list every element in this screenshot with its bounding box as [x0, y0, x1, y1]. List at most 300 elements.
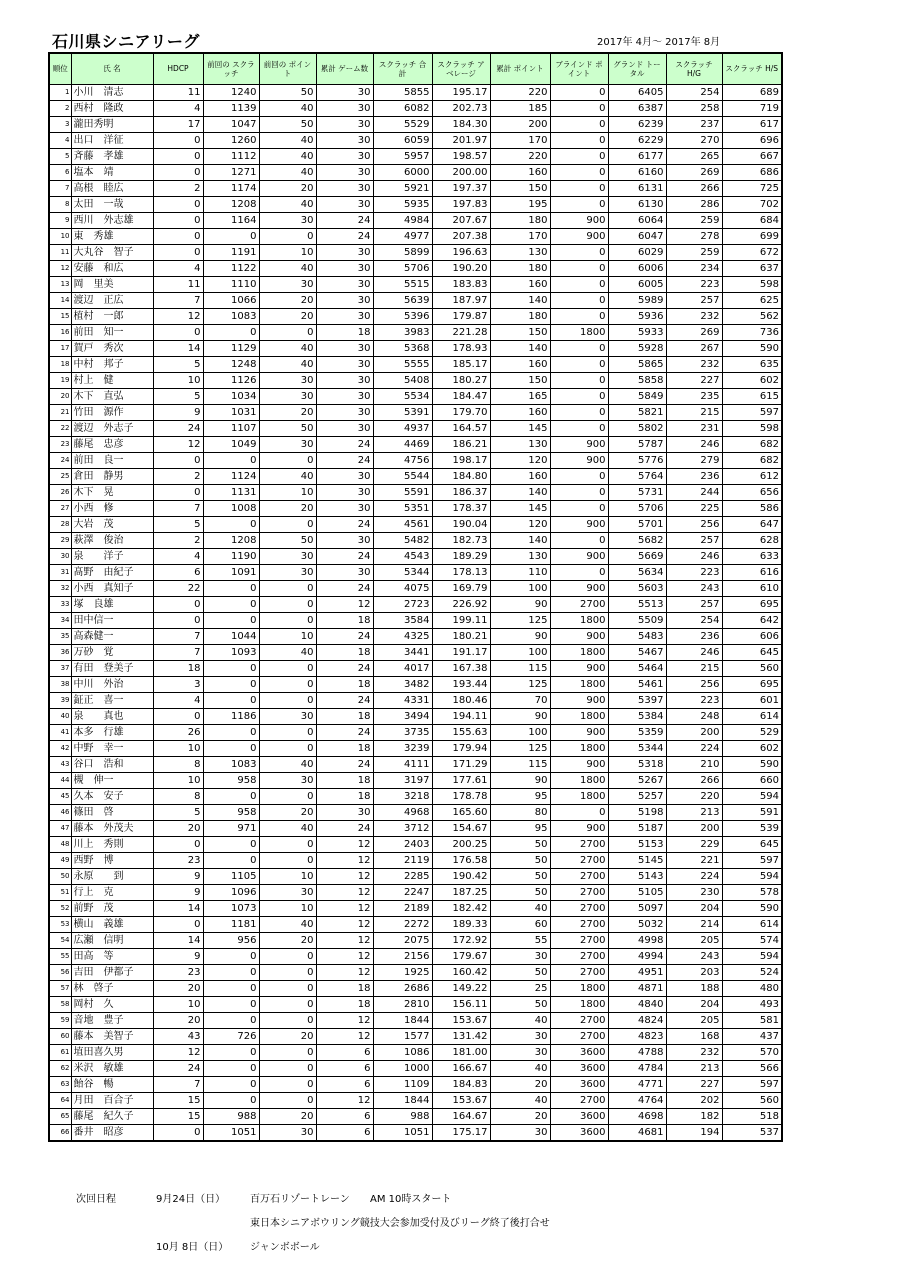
cell-prev-points: 0 [259, 660, 316, 676]
cell-rank: 8 [49, 196, 71, 212]
cell-prev-scratch: 1034 [203, 388, 259, 404]
cell-games: 30 [316, 148, 373, 164]
cell-games: 18 [316, 996, 373, 1012]
cell-games: 30 [316, 372, 373, 388]
cell-games: 24 [316, 548, 373, 564]
cell-scratch-average: 176.58 [432, 852, 490, 868]
cell-grand-total: 4764 [608, 1092, 666, 1108]
cell-high-series: 736 [722, 324, 782, 340]
cell-scratch-total: 3441 [373, 644, 432, 660]
cell-rank: 65 [49, 1108, 71, 1124]
cell-grand-total: 6387 [608, 100, 666, 116]
cell-scratch-total: 1577 [373, 1028, 432, 1044]
cell-scratch-total: 5529 [373, 116, 432, 132]
cell-grand-total: 6160 [608, 164, 666, 180]
cell-total-points: 125 [490, 676, 550, 692]
table-row [49, 628, 782, 644]
table-row [49, 196, 782, 212]
cell-hdcp: 6 [153, 564, 203, 580]
cell-scratch-total: 1051 [373, 1124, 432, 1141]
cell-total-points: 50 [490, 964, 550, 980]
cell-high-series: 570 [722, 1044, 782, 1060]
cell-high-series: 560 [722, 660, 782, 676]
cell-rank: 34 [49, 612, 71, 628]
cell-name: 高根 睦広 [71, 180, 153, 196]
table-row [49, 468, 782, 484]
cell-high-game: 214 [666, 916, 722, 932]
cell-scratch-average: 166.67 [432, 1060, 490, 1076]
table-row [49, 740, 782, 756]
cell-scratch-total: 2723 [373, 596, 432, 612]
cell-hdcp: 0 [153, 708, 203, 724]
table-row [49, 1108, 782, 1124]
cell-hdcp: 11 [153, 84, 203, 100]
cell-high-series: 437 [722, 1028, 782, 1044]
cell-hdcp: 3 [153, 676, 203, 692]
table-row [49, 836, 782, 852]
cell-blind-points: 0 [550, 148, 608, 164]
cell-scratch-average: 196.63 [432, 244, 490, 260]
cell-high-series: 667 [722, 148, 782, 164]
cell-prev-points: 40 [259, 132, 316, 148]
table-row [49, 420, 782, 436]
cell-hdcp: 23 [153, 964, 203, 980]
cell-scratch-total: 4756 [373, 452, 432, 468]
table-header-row [49, 53, 782, 84]
cell-high-series: 529 [722, 724, 782, 740]
cell-scratch-total: 5368 [373, 340, 432, 356]
cell-prev-points: 40 [259, 468, 316, 484]
cell-high-game: 257 [666, 532, 722, 548]
cell-grand-total: 5153 [608, 836, 666, 852]
cell-high-series: 645 [722, 644, 782, 660]
cell-total-points: 140 [490, 340, 550, 356]
cell-high-series: 695 [722, 676, 782, 692]
cell-high-game: 254 [666, 84, 722, 100]
cell-games: 6 [316, 1060, 373, 1076]
cell-games: 30 [316, 484, 373, 500]
cell-prev-points: 30 [259, 276, 316, 292]
cell-prev-points: 20 [259, 1028, 316, 1044]
cell-high-series: 615 [722, 388, 782, 404]
cell-name: 渡辺 外志子 [71, 420, 153, 436]
cell-scratch-total: 2285 [373, 868, 432, 884]
cell-name: 萩澤 俊治 [71, 532, 153, 548]
cell-scratch-average: 202.73 [432, 100, 490, 116]
cell-scratch-total: 3584 [373, 612, 432, 628]
cell-high-game: 204 [666, 900, 722, 916]
col-header-high-series: スクラッチ H/S [722, 53, 782, 84]
cell-games: 30 [316, 196, 373, 212]
cell-prev-points: 0 [259, 980, 316, 996]
col-header-prev-scratch: 前回の スクラッチ [203, 53, 259, 84]
cell-rank: 24 [49, 452, 71, 468]
cell-high-series: 647 [722, 516, 782, 532]
cell-total-points: 180 [490, 260, 550, 276]
cell-games: 24 [316, 756, 373, 772]
cell-blind-points: 0 [550, 468, 608, 484]
cell-grand-total: 4698 [608, 1108, 666, 1124]
cell-scratch-average: 178.78 [432, 788, 490, 804]
cell-hdcp: 4 [153, 260, 203, 276]
cell-scratch-average: 191.17 [432, 644, 490, 660]
cell-prev-scratch: 1112 [203, 148, 259, 164]
cell-high-game: 203 [666, 964, 722, 980]
table-row [49, 580, 782, 596]
cell-total-points: 40 [490, 1092, 550, 1108]
cell-games: 30 [316, 532, 373, 548]
cell-blind-points: 1800 [550, 708, 608, 724]
cell-prev-points: 20 [259, 292, 316, 308]
table-row [49, 964, 782, 980]
cell-high-series: 493 [722, 996, 782, 1012]
schedule-date-1: 9月24日（日） [156, 1194, 226, 1205]
cell-high-game: 256 [666, 676, 722, 692]
cell-high-game: 266 [666, 180, 722, 196]
cell-games: 24 [316, 660, 373, 676]
cell-scratch-total: 5351 [373, 500, 432, 516]
cell-name: 渡辺 正広 [71, 292, 153, 308]
cell-total-points: 50 [490, 868, 550, 884]
cell-prev-scratch: 0 [203, 1012, 259, 1028]
cell-rank: 46 [49, 804, 71, 820]
cell-grand-total: 6029 [608, 244, 666, 260]
cell-prev-points: 0 [259, 676, 316, 692]
cell-high-game: 188 [666, 980, 722, 996]
cell-hdcp: 0 [153, 148, 203, 164]
cell-hdcp: 4 [153, 692, 203, 708]
cell-prev-points: 20 [259, 804, 316, 820]
cell-rank: 44 [49, 772, 71, 788]
cell-prev-scratch: 0 [203, 228, 259, 244]
cell-prev-scratch: 0 [203, 676, 259, 692]
cell-hdcp: 7 [153, 292, 203, 308]
cell-name: 広瀬 信明 [71, 932, 153, 948]
cell-prev-points: 10 [259, 900, 316, 916]
cell-games: 30 [316, 804, 373, 820]
cell-scratch-total: 5957 [373, 148, 432, 164]
col-header-blind-points: ブラインド ポイント [550, 53, 608, 84]
cell-total-points: 140 [490, 484, 550, 500]
cell-scratch-total: 2156 [373, 948, 432, 964]
table-row [49, 244, 782, 260]
cell-blind-points: 900 [550, 756, 608, 772]
cell-blind-points: 2700 [550, 868, 608, 884]
cell-blind-points: 1800 [550, 644, 608, 660]
cell-prev-points: 0 [259, 836, 316, 852]
cell-rank: 19 [49, 372, 71, 388]
cell-scratch-average: 178.93 [432, 340, 490, 356]
cell-blind-points: 1800 [550, 612, 608, 628]
cell-hdcp: 9 [153, 868, 203, 884]
table-row [49, 996, 782, 1012]
cell-prev-points: 40 [259, 100, 316, 116]
cell-grand-total: 5701 [608, 516, 666, 532]
cell-games: 24 [316, 724, 373, 740]
cell-prev-points: 40 [259, 340, 316, 356]
cell-prev-scratch: 0 [203, 324, 259, 340]
table-row [49, 276, 782, 292]
cell-grand-total: 5936 [608, 308, 666, 324]
cell-blind-points: 0 [550, 308, 608, 324]
cell-high-game: 254 [666, 612, 722, 628]
cell-prev-scratch: 1271 [203, 164, 259, 180]
cell-games: 12 [316, 1012, 373, 1028]
cell-scratch-total: 1925 [373, 964, 432, 980]
cell-grand-total: 5509 [608, 612, 666, 628]
cell-scratch-average: 175.17 [432, 1124, 490, 1141]
cell-scratch-total: 5706 [373, 260, 432, 276]
table-row [49, 484, 782, 500]
cell-name: 西野 博 [71, 852, 153, 868]
table-row [49, 868, 782, 884]
cell-scratch-average: 180.46 [432, 692, 490, 708]
cell-rank: 33 [49, 596, 71, 612]
cell-rank: 39 [49, 692, 71, 708]
cell-total-points: 150 [490, 180, 550, 196]
cell-prev-scratch: 1126 [203, 372, 259, 388]
cell-hdcp: 7 [153, 628, 203, 644]
cell-games: 24 [316, 436, 373, 452]
cell-scratch-total: 4561 [373, 516, 432, 532]
cell-scratch-average: 190.20 [432, 260, 490, 276]
cell-total-points: 150 [490, 324, 550, 340]
cell-grand-total: 6177 [608, 148, 666, 164]
schedule-date-2: 10月 8日（日） [156, 1242, 229, 1253]
cell-name: 岡村 久 [71, 996, 153, 1012]
cell-high-game: 246 [666, 644, 722, 660]
cell-prev-scratch: 0 [203, 852, 259, 868]
cell-games: 18 [316, 708, 373, 724]
cell-rank: 53 [49, 916, 71, 932]
cell-total-points: 30 [490, 1124, 550, 1141]
cell-prev-points: 0 [259, 1076, 316, 1092]
cell-total-points: 185 [490, 100, 550, 116]
cell-name: 植村 一郎 [71, 308, 153, 324]
cell-total-points: 40 [490, 900, 550, 916]
cell-prev-points: 0 [259, 1092, 316, 1108]
cell-name: 塩本 靖 [71, 164, 153, 180]
cell-high-series: 614 [722, 916, 782, 932]
cell-games: 30 [316, 404, 373, 420]
cell-name: 前田 良一 [71, 452, 153, 468]
cell-scratch-total: 4937 [373, 420, 432, 436]
cell-blind-points: 900 [550, 628, 608, 644]
cell-prev-points: 30 [259, 388, 316, 404]
cell-scratch-average: 182.73 [432, 532, 490, 548]
cell-hdcp: 18 [153, 660, 203, 676]
cell-games: 30 [316, 180, 373, 196]
cell-total-points: 55 [490, 932, 550, 948]
col-header-name: 氏 名 [71, 53, 153, 84]
cell-high-series: 574 [722, 932, 782, 948]
cell-prev-points: 30 [259, 372, 316, 388]
table-row [49, 1044, 782, 1060]
cell-total-points: 145 [490, 500, 550, 516]
cell-high-game: 286 [666, 196, 722, 212]
cell-games: 18 [316, 676, 373, 692]
cell-high-game: 244 [666, 484, 722, 500]
cell-prev-points: 40 [259, 356, 316, 372]
cell-grand-total: 6006 [608, 260, 666, 276]
cell-blind-points: 0 [550, 404, 608, 420]
cell-hdcp: 15 [153, 1108, 203, 1124]
cell-rank: 18 [49, 356, 71, 372]
cell-blind-points: 2700 [550, 1092, 608, 1108]
cell-rank: 62 [49, 1060, 71, 1076]
cell-total-points: 25 [490, 980, 550, 996]
cell-prev-scratch: 0 [203, 1060, 259, 1076]
col-header-hdcp: HDCP [153, 53, 203, 84]
cell-high-game: 234 [666, 260, 722, 276]
cell-rank: 25 [49, 468, 71, 484]
cell-blind-points: 0 [550, 276, 608, 292]
cell-scratch-total: 2272 [373, 916, 432, 932]
cell-games: 24 [316, 452, 373, 468]
cell-hdcp: 0 [153, 164, 203, 180]
cell-grand-total: 5267 [608, 772, 666, 788]
cell-scratch-average: 164.67 [432, 1108, 490, 1124]
cell-prev-points: 0 [259, 788, 316, 804]
cell-high-game: 237 [666, 116, 722, 132]
cell-high-series: 699 [722, 228, 782, 244]
table-row [49, 1092, 782, 1108]
schedule-note-1: 東日本シニアボウリング競技大会参加受付及びリーグ終了後打合せ [250, 1218, 550, 1229]
table-row [49, 916, 782, 932]
cell-blind-points: 2700 [550, 964, 608, 980]
cell-games: 24 [316, 692, 373, 708]
cell-games: 6 [316, 1076, 373, 1092]
cell-blind-points: 0 [550, 164, 608, 180]
cell-rank: 11 [49, 244, 71, 260]
cell-high-game: 223 [666, 564, 722, 580]
cell-prev-points: 30 [259, 548, 316, 564]
cell-high-game: 224 [666, 868, 722, 884]
cell-name: 鉦正 喜一 [71, 692, 153, 708]
cell-prev-scratch: 1083 [203, 756, 259, 772]
cell-hdcp: 0 [153, 132, 203, 148]
cell-prev-points: 10 [259, 868, 316, 884]
cell-games: 12 [316, 916, 373, 932]
cell-name: 村上 健 [71, 372, 153, 388]
cell-total-points: 40 [490, 1060, 550, 1076]
cell-high-series: 614 [722, 708, 782, 724]
cell-rank: 38 [49, 676, 71, 692]
cell-blind-points: 2700 [550, 852, 608, 868]
cell-grand-total: 4951 [608, 964, 666, 980]
cell-total-points: 160 [490, 164, 550, 180]
cell-blind-points: 2700 [550, 596, 608, 612]
cell-blind-points: 3600 [550, 1044, 608, 1060]
cell-prev-scratch: 1208 [203, 196, 259, 212]
cell-scratch-total: 2403 [373, 836, 432, 852]
cell-prev-points: 0 [259, 996, 316, 1012]
table-row [49, 564, 782, 580]
cell-prev-points: 30 [259, 772, 316, 788]
cell-prev-scratch: 0 [203, 740, 259, 756]
next-schedule-label: 次回日程 [76, 1194, 116, 1205]
cell-name: 万砂 覚 [71, 644, 153, 660]
cell-scratch-total: 6082 [373, 100, 432, 116]
cell-hdcp: 9 [153, 404, 203, 420]
cell-scratch-total: 3218 [373, 788, 432, 804]
cell-high-game: 213 [666, 1060, 722, 1076]
cell-blind-points: 900 [550, 660, 608, 676]
cell-high-game: 229 [666, 836, 722, 852]
cell-high-game: 215 [666, 404, 722, 420]
cell-prev-points: 0 [259, 452, 316, 468]
cell-high-series: 578 [722, 884, 782, 900]
cell-scratch-average: 165.60 [432, 804, 490, 820]
cell-high-game: 267 [666, 340, 722, 356]
cell-high-game: 194 [666, 1124, 722, 1141]
cell-scratch-total: 3197 [373, 772, 432, 788]
cell-games: 12 [316, 1092, 373, 1108]
cell-hdcp: 14 [153, 900, 203, 916]
cell-scratch-average: 186.21 [432, 436, 490, 452]
cell-total-points: 165 [490, 388, 550, 404]
cell-prev-points: 0 [259, 596, 316, 612]
cell-high-series: 616 [722, 564, 782, 580]
cell-blind-points: 1800 [550, 324, 608, 340]
cell-rank: 63 [49, 1076, 71, 1092]
cell-hdcp: 0 [153, 1124, 203, 1141]
cell-rank: 31 [49, 564, 71, 580]
cell-scratch-total: 3494 [373, 708, 432, 724]
cell-grand-total: 4998 [608, 932, 666, 948]
cell-scratch-total: 5482 [373, 532, 432, 548]
table-row [49, 1028, 782, 1044]
cell-prev-points: 40 [259, 196, 316, 212]
cell-rank: 15 [49, 308, 71, 324]
cell-grand-total: 4788 [608, 1044, 666, 1060]
cell-grand-total: 5669 [608, 548, 666, 564]
cell-prev-points: 40 [259, 148, 316, 164]
cell-total-points: 30 [490, 1044, 550, 1060]
cell-games: 24 [316, 628, 373, 644]
cell-rank: 49 [49, 852, 71, 868]
table-row [49, 676, 782, 692]
cell-blind-points: 0 [550, 196, 608, 212]
cell-hdcp: 10 [153, 996, 203, 1012]
cell-scratch-total: 2189 [373, 900, 432, 916]
cell-high-series: 601 [722, 692, 782, 708]
cell-prev-scratch: 1139 [203, 100, 259, 116]
cell-prev-points: 40 [259, 756, 316, 772]
cell-games: 12 [316, 964, 373, 980]
cell-hdcp: 7 [153, 644, 203, 660]
cell-total-points: 220 [490, 84, 550, 100]
table-row [49, 100, 782, 116]
cell-blind-points: 0 [550, 564, 608, 580]
cell-total-points: 130 [490, 548, 550, 564]
cell-high-game: 243 [666, 580, 722, 596]
cell-scratch-total: 4111 [373, 756, 432, 772]
cell-games: 12 [316, 932, 373, 948]
cell-high-series: 524 [722, 964, 782, 980]
cell-hdcp: 14 [153, 932, 203, 948]
cell-prev-points: 30 [259, 212, 316, 228]
cell-high-game: 223 [666, 692, 722, 708]
cell-scratch-total: 5639 [373, 292, 432, 308]
cell-games: 12 [316, 948, 373, 964]
cell-prev-scratch: 1049 [203, 436, 259, 452]
cell-prev-points: 50 [259, 84, 316, 100]
cell-scratch-average: 197.37 [432, 180, 490, 196]
cell-scratch-average: 153.67 [432, 1012, 490, 1028]
cell-blind-points: 0 [550, 292, 608, 308]
cell-total-points: 50 [490, 836, 550, 852]
